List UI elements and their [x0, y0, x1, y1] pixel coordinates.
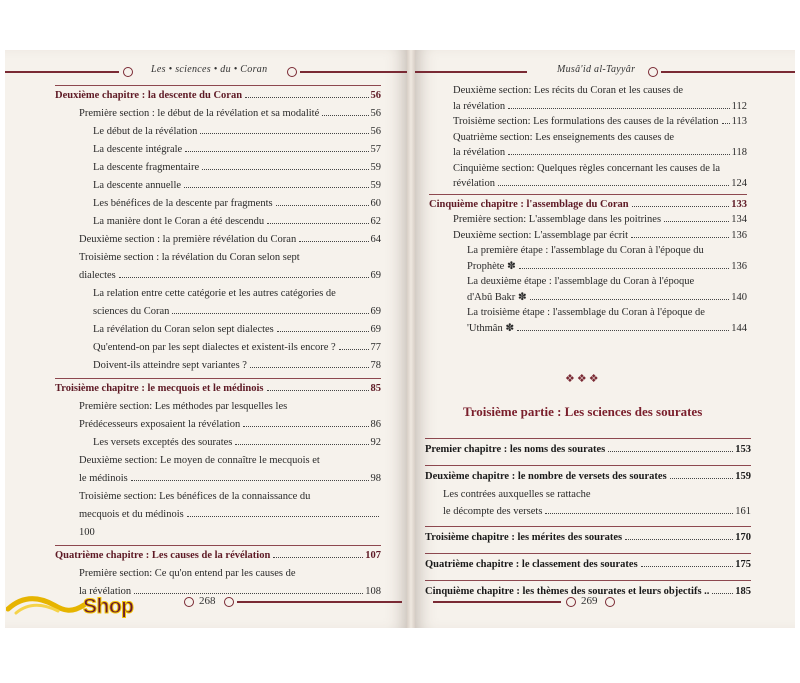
toc-entry: [429, 199, 747, 215]
toc-entry-title: Les bénéfices de la descente par fragments: [93, 198, 273, 209]
toc-entry: [429, 116, 747, 132]
toc-entry-title: la révélation: [453, 100, 506, 112]
toc-entry-title: Cinquième section: Quelques règles concernant les causes de la: [453, 162, 721, 174]
left-page: [5, 50, 407, 628]
footer-rule: [237, 601, 402, 603]
chapter-divider: [425, 526, 751, 527]
toc-page-number: 69: [370, 324, 381, 335]
toc-page-number: 92: [370, 437, 381, 448]
toc-page-number: 85: [370, 383, 381, 394]
toc-page-number: 62: [370, 216, 381, 227]
toc-entry-title: La relation entre cette catégorie et les autres catégories de: [93, 288, 336, 299]
chapter-divider: [429, 194, 747, 195]
toc-entry: [55, 144, 381, 162]
toc-entry: [55, 324, 381, 342]
shop-logo-text: Shop: [83, 595, 134, 618]
toc-page-number: 56: [370, 126, 381, 137]
toc-leader: [608, 451, 733, 452]
toc-entry-title: Les versets exceptés des sourates: [93, 437, 233, 448]
toc-page-number: 134: [731, 214, 747, 225]
toc-entry-title: Doivent-ils atteindre sept variantes ?: [93, 360, 247, 371]
toc-page-number: 161: [735, 506, 751, 517]
toc-page-number: 100: [79, 527, 95, 538]
toc-entry: [425, 532, 751, 550]
toc-entry-title: La deuxième étape : l'assemblage du Coran à l'époque: [467, 276, 695, 287]
toc-page-number: 57: [370, 144, 381, 155]
toc-leader: [530, 299, 730, 300]
toc-entry-title: La descente intégrale: [93, 144, 183, 155]
toc-page-number: 69: [370, 306, 381, 317]
toc-entry: [55, 90, 381, 108]
toc-page-number: 107: [365, 550, 381, 561]
header-ornament-icon: [123, 67, 133, 77]
footer-ornament-icon: [566, 597, 576, 607]
chapter-divider: [425, 580, 751, 581]
toc-page-number: 108: [365, 586, 381, 597]
toc-leader: [664, 221, 729, 222]
toc-leader: [498, 185, 729, 186]
toc-leader: [632, 206, 730, 207]
toc-entry-title: Deuxième section: Les récits du Coran et les causes de: [453, 85, 684, 96]
toc-entry-title: d'Abû Bakr ✽: [467, 291, 527, 303]
toc-entry-title: sciences du Coran: [93, 306, 170, 317]
footer-ornament-icon: [224, 597, 234, 607]
toc-entry: [55, 198, 381, 216]
toc-entry: [55, 550, 381, 568]
toc-page-number: 56: [370, 90, 381, 101]
toc-entry-title: La révélation du Coran selon sept dialectes: [93, 324, 274, 335]
toc-entry: [55, 108, 381, 126]
page-number: 268: [199, 595, 216, 607]
toc-leader: [172, 313, 368, 314]
toc-leader: [267, 223, 368, 224]
toc-leader: [722, 123, 730, 124]
toc-leader: [712, 593, 733, 594]
toc-entry: [55, 419, 381, 437]
toc-entry: [55, 270, 381, 288]
toc-entry: [429, 214, 747, 230]
toc-entry-title: Troisième section: Les bénéfices de la connaissance du: [79, 491, 311, 502]
toc-entry: [425, 506, 751, 523]
header-rule-right: [300, 71, 407, 73]
toc-page-number: 78: [370, 360, 381, 371]
chapter-divider: [425, 465, 751, 466]
toc-page-number: 124: [731, 178, 747, 189]
toc-entry-title: 'Uthmân ✽: [467, 322, 515, 334]
toc-entry-title: Deuxième chapitre : le nombre de versets des sourates: [425, 471, 667, 482]
toc-entry-title: Première section : le début de la révélation et sa modalité: [79, 108, 320, 119]
toc-entry-title: La descente annuelle: [93, 180, 182, 191]
right-page: [415, 50, 795, 628]
header-ornament-icon: [648, 67, 658, 77]
toc-entry-title: La manière dont le Coran a été descendu: [93, 216, 265, 227]
toc-leader: [134, 593, 363, 594]
toc-entry-title: Cinquième chapitre : l'assemblage du Coran: [429, 198, 629, 210]
header-rule-right: [661, 71, 795, 73]
toc-entry: [55, 306, 381, 324]
toc-entry: [55, 342, 381, 360]
toc-page-number: 64: [370, 234, 381, 245]
toc-entry-title: Qu'entend-on par les sept dialectes et existent-ils encore ?: [93, 342, 336, 353]
toc-page-number: 136: [731, 260, 747, 272]
toc-leader: [517, 330, 729, 331]
toc-entry: [429, 323, 747, 339]
toc-entry: [55, 216, 381, 234]
toc-entry-title: la révélation: [453, 147, 506, 158]
toc-entry: [429, 147, 747, 163]
toc-entry: [55, 180, 381, 198]
toc-page-number: 175: [735, 559, 751, 570]
toc-leader: [235, 444, 368, 445]
toc-page-number: 113: [731, 116, 747, 127]
header-rule-left: [5, 71, 119, 73]
book-gutter: [407, 50, 415, 628]
ornament-icon: ❖❖❖: [565, 373, 601, 385]
chapter-divider: [55, 545, 381, 546]
toc-entry-title: La première étape : l'assemblage du Coran à l'époque du: [467, 245, 704, 256]
chapter-divider: [425, 438, 751, 439]
toc-entry-title: révélation: [453, 178, 495, 189]
toc-leader: [245, 97, 368, 98]
toc-page-number: 133: [731, 198, 747, 210]
left-toc: [55, 85, 381, 604]
toc-leader: [185, 151, 368, 152]
toc-leader: [131, 480, 369, 481]
toc-leader: [200, 133, 368, 134]
toc-page-number: 69: [370, 270, 381, 281]
toc-entry: [429, 261, 747, 277]
toc-leader: [631, 237, 729, 238]
toc-page-number: 170: [735, 532, 751, 543]
toc-page-number: 98: [370, 473, 381, 484]
toc-page-number: 144: [731, 322, 747, 334]
toc-entry: [425, 471, 751, 489]
toc-leader: [277, 331, 369, 332]
toc-entry: [55, 509, 381, 527]
toc-leader: [322, 115, 368, 116]
toc-entry-title: La troisième étape : l'assemblage du Coran à l'époque de: [467, 307, 705, 318]
chapter-divider: [55, 85, 381, 86]
footer-ornament-icon: [184, 597, 194, 607]
toc-page-number: 140: [731, 291, 747, 303]
toc-leader: [625, 539, 733, 540]
toc-leader: [339, 349, 369, 350]
toc-entry-title: Première section: Les méthodes par lesquelles les: [79, 401, 288, 412]
toc-leader: [243, 426, 368, 427]
toc-entry: [55, 162, 381, 180]
toc-leader: [641, 566, 734, 567]
toc-page-number: 77: [370, 342, 381, 353]
toc-entry-title: Cinquième chapitre : les thèmes des sourates et leurs objectifs ..: [425, 586, 710, 597]
toc-entry: [55, 126, 381, 144]
toc-page-number: 56: [370, 108, 381, 119]
left-running-header: Les • sciences • du • Coran: [151, 64, 268, 75]
toc-entry-title: la révélation: [79, 586, 132, 597]
toc-page-number: 136: [731, 229, 747, 241]
toc-page-number: 60: [370, 198, 381, 209]
toc-entry: [429, 292, 747, 308]
toc-leader: [267, 390, 369, 391]
toc-leader: [184, 187, 368, 188]
toc-entry-title: le médinois: [79, 473, 128, 484]
footer-ornament-icon: [605, 597, 615, 607]
toc-page-number: 86: [370, 419, 381, 430]
toc-page-number: 59: [370, 180, 381, 191]
toc-leader: [250, 367, 369, 368]
toc-leader: [187, 516, 379, 517]
part-toc: [425, 435, 751, 604]
toc-leader: [519, 268, 730, 269]
chapter-divider: [425, 553, 751, 554]
toc-leader: [508, 108, 729, 109]
toc-entry-title: Premier chapitre : les noms des sourates: [425, 444, 606, 455]
toc-entry: [55, 383, 381, 401]
toc-entry-title: Quatrième section: Les enseignements des causes de: [453, 131, 675, 143]
toc-entry: [55, 360, 381, 378]
toc-entry-title: Deuxième section : la première révélation du Coran: [79, 234, 297, 245]
toc-leader: [545, 513, 733, 514]
toc-leader: [508, 154, 729, 155]
toc-leader: [299, 241, 368, 242]
toc-entry-title: Prédécesseurs exposaient la révélation: [79, 419, 241, 430]
toc-entry: [55, 437, 381, 455]
toc-leader: [119, 277, 369, 278]
toc-leader: [273, 557, 363, 558]
footer-rule: [433, 601, 561, 603]
toc-entry-title: Troisième section: Les formulations des causes de la révélation: [453, 116, 719, 127]
right-running-header: Musâ'id al-Tayyâr: [557, 64, 636, 75]
header-rule-left: [415, 71, 527, 73]
toc-entry-title: Le début de la révélation: [93, 126, 198, 137]
page-number: 269: [581, 595, 598, 607]
toc-entry: [425, 559, 751, 577]
right-toc: [429, 85, 747, 338]
toc-entry-title: Deuxième chapitre : la descente du Coran: [55, 90, 243, 101]
toc-leader: [202, 169, 368, 170]
toc-page-number: 112: [731, 100, 747, 112]
toc-entry: [425, 444, 751, 462]
toc-entry: [429, 101, 747, 117]
toc-entry: [429, 230, 747, 246]
chapter-divider: [55, 378, 381, 379]
toc-entry-title: mecquois et du médinois: [79, 509, 184, 520]
toc-entry-title: Quatrième chapitre : le classement des sourates: [425, 559, 638, 570]
toc-entry-title: Première section: L'assemblage dans les poitrines: [453, 214, 662, 225]
toc-leader: [276, 205, 369, 206]
toc-entry-title: dialectes: [79, 270, 116, 281]
toc-entry-title: La descente fragmentaire: [93, 162, 200, 173]
toc-entry-title: Deuxième section: L'assemblage par écrit: [453, 229, 629, 241]
book-spread: [5, 50, 795, 628]
header-ornament-icon: [287, 67, 297, 77]
toc-entry-title: Prophète ✽: [467, 260, 516, 272]
toc-entry-title: le décompte des versets: [443, 506, 543, 517]
toc-page-number: 118: [731, 147, 747, 158]
toc-entry-title: Troisième chapitre : le mecquois et le médinois: [55, 383, 264, 394]
toc-entry-title: Première section: Ce qu'on entend par les causes de: [79, 568, 296, 579]
toc-entry-title: Les contrées auxquelles se rattache: [443, 489, 591, 500]
toc-entry-title: Troisième chapitre : les mérites des sourates: [425, 532, 623, 543]
toc-entry-title: Deuxième section: Le moyen de connaître le mecquois et: [79, 455, 320, 466]
toc-page-number: 59: [370, 162, 381, 173]
toc-page-number: 153: [735, 444, 751, 455]
part-title: Troisième partie : Les sciences des sourates: [463, 404, 703, 419]
toc-entry-title: Quatrième chapitre : Les causes de la révélation: [55, 550, 271, 561]
toc-entry: [55, 473, 381, 491]
toc-entry: [55, 234, 381, 252]
toc-entry: [429, 178, 747, 194]
toc-page-number: 159: [735, 471, 751, 482]
toc-entry-title: Troisième section : la révélation du Coran selon sept: [79, 252, 300, 263]
toc-page-number: 185: [735, 586, 751, 597]
toc-leader: [670, 478, 734, 479]
